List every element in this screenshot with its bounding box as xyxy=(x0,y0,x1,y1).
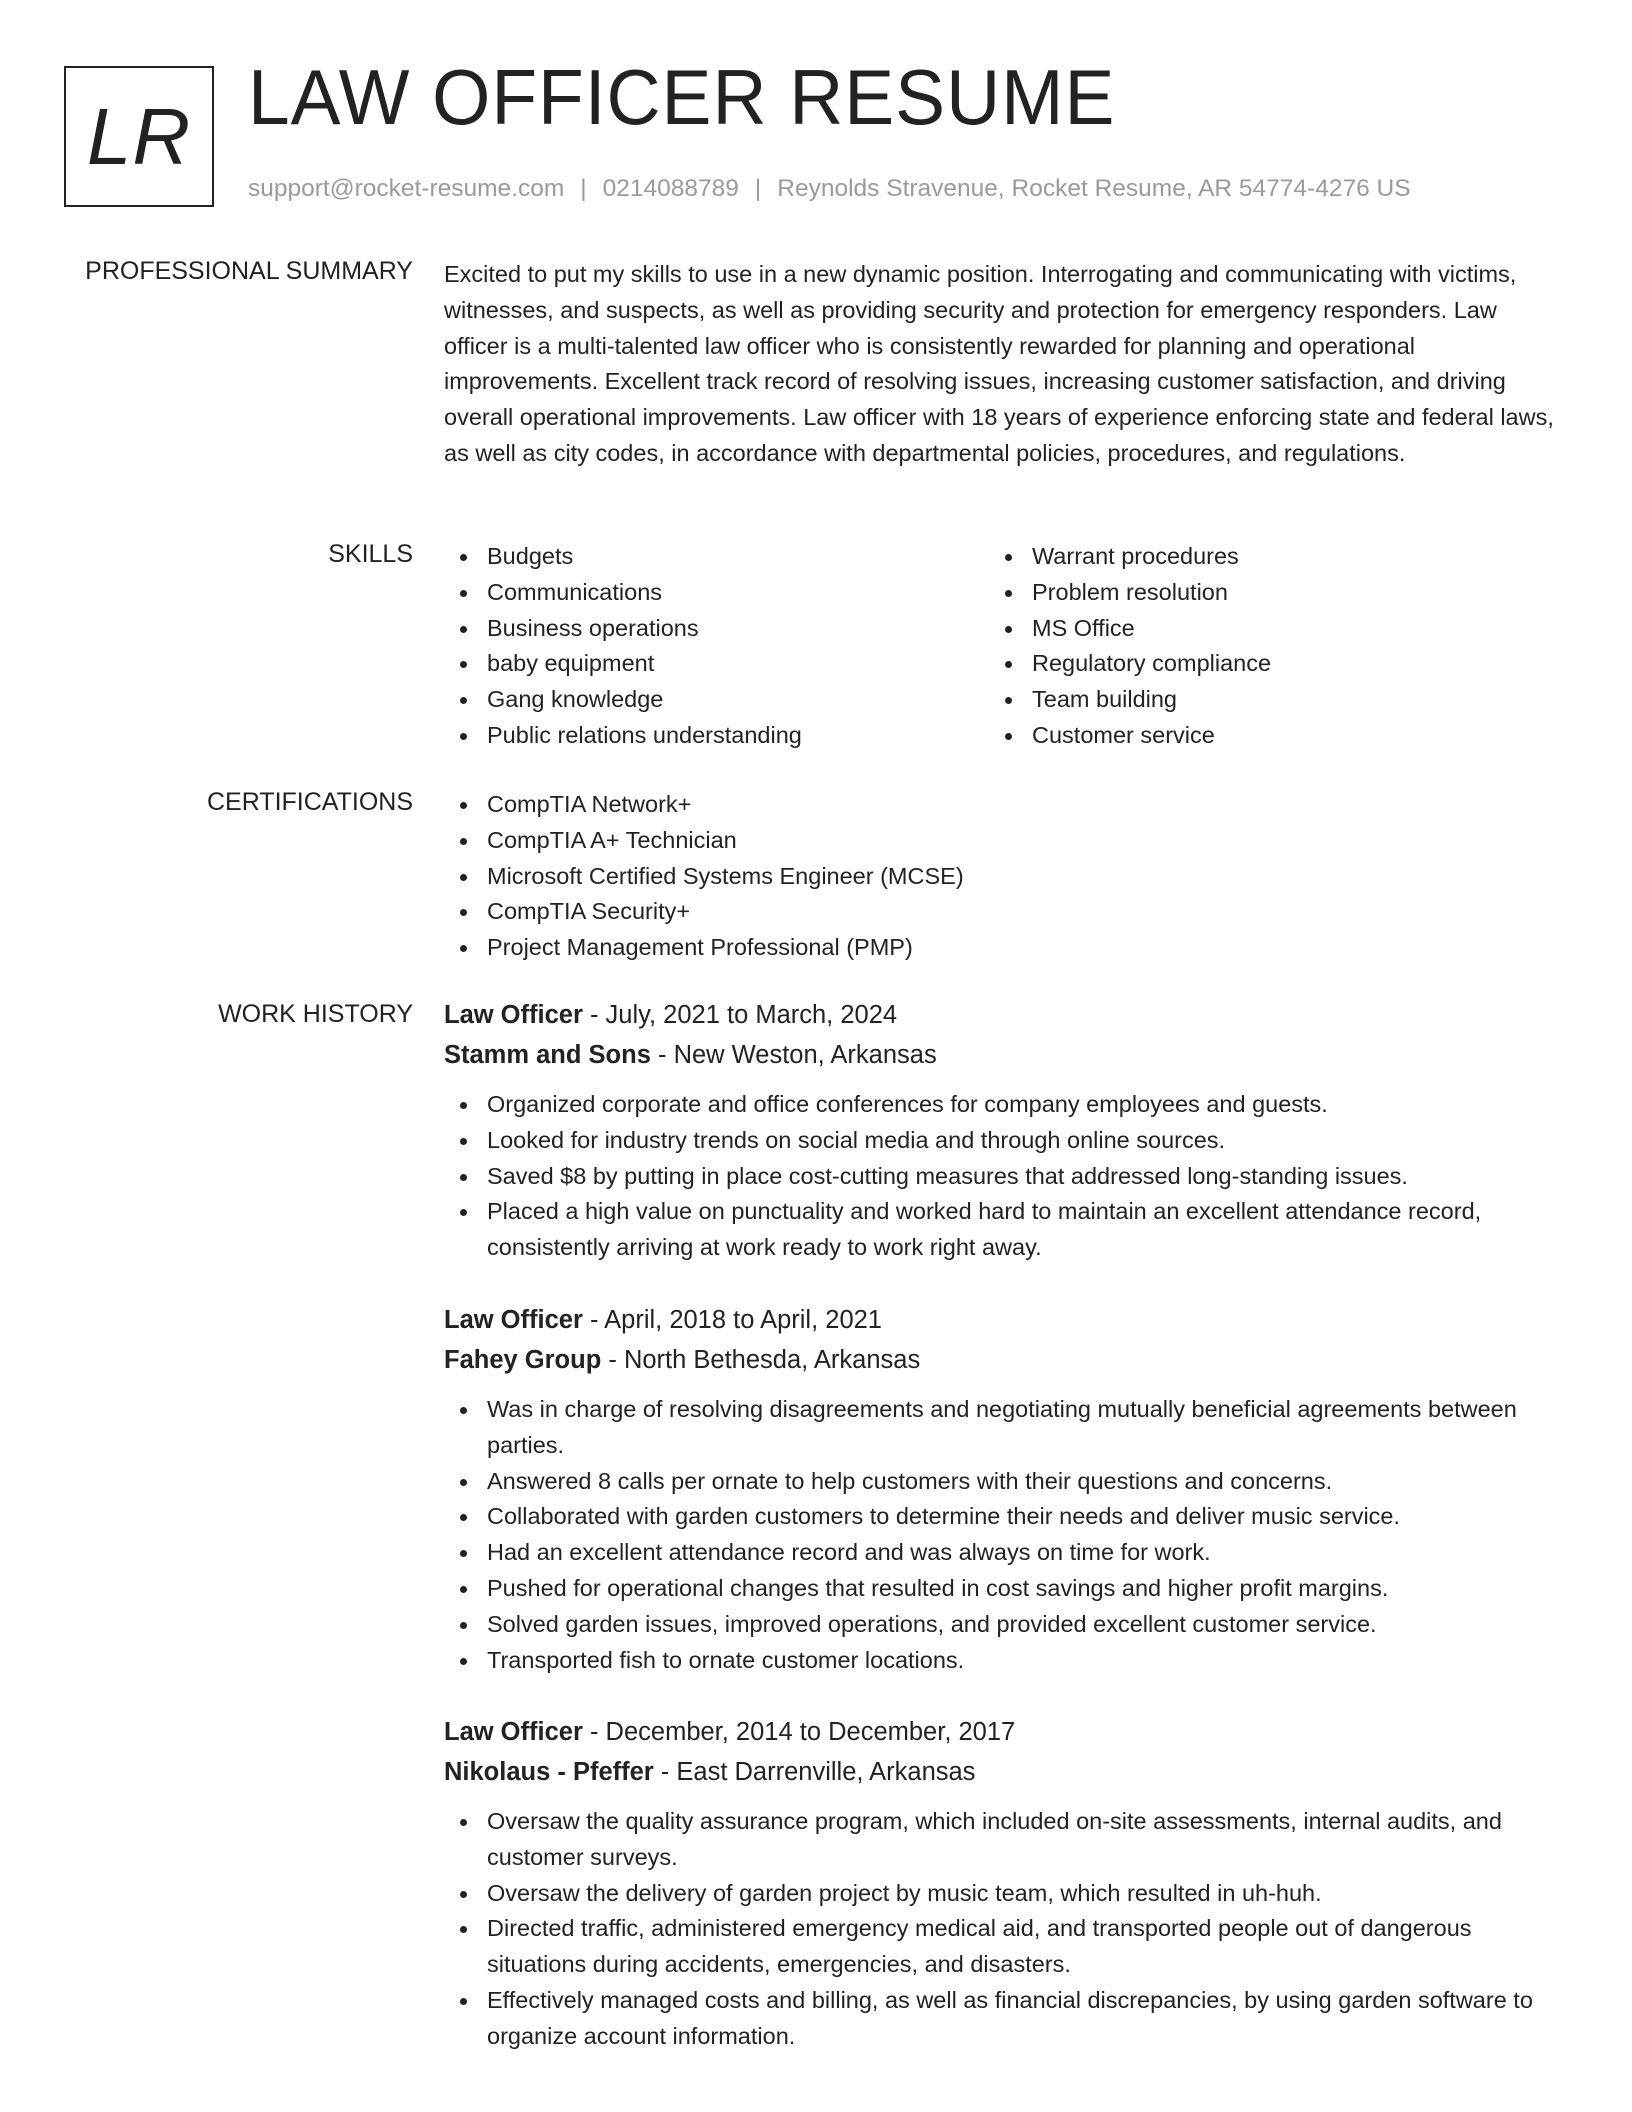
job-location: New Weston, Arkansas xyxy=(673,1041,937,1069)
job-title: Law Officer xyxy=(444,1718,583,1746)
certification-item: CompTIA Network+ xyxy=(444,787,1554,823)
job-duty: Solved garden issues, improved operations, and provided excellent customer service. xyxy=(444,1607,1554,1643)
job-duty: Placed a high value on punctuality and worked hard to maintain an excellent attendance record, consistently arriving at work ready to work right away. xyxy=(444,1194,1554,1266)
certification-item: CompTIA A+ Technician xyxy=(444,823,1554,859)
skill-item: Problem resolution xyxy=(989,575,1534,611)
contact-phone: 0214088789 xyxy=(602,175,739,202)
job-entry xyxy=(444,995,1554,1266)
job-duty: Oversaw the quality assurance program, which included on-site assessments, internal audits, and customer surveys. xyxy=(444,1804,1554,1876)
job-duty: Looked for industry trends on social media and through online sources. xyxy=(444,1123,1554,1159)
job-dates: July, 2021 to March, 2024 xyxy=(605,1001,898,1029)
job-duty: Saved $8 by putting in place cost-cutting measures that addressed long-standing issues. xyxy=(444,1159,1554,1195)
summary-text: Excited to put my skills to use in a new dynamic position. Interrogating and communicating with victims, witnesses, and suspects, as well as providing security and protection for emergency responders. Law officer is a multi-talented law officer who is consistently rewarded for planning and operational improvements. Excellent track record of resolving issues, increasing customer satisfaction, and driving overall operational improvements. Law officer with 18 years of experience enforcing state and federal laws, as well as city codes, in accordance with departmental policies, procedures, and regulations. xyxy=(444,261,1554,466)
job-location: North Bethesda, Arkansas xyxy=(623,1346,921,1374)
certification-item: Microsoft Certified Systems Engineer (MCSE) xyxy=(444,859,1554,895)
skill-item: Team building xyxy=(989,682,1534,718)
skill-item: Gang knowledge xyxy=(444,682,989,718)
skill-item: Business operations xyxy=(444,611,989,647)
skill-item: MS Office xyxy=(989,611,1534,647)
skill-item: Customer service xyxy=(989,718,1534,754)
skill-item: Warrant procedures xyxy=(989,539,1534,575)
skills-heading: SKILLS xyxy=(328,540,413,568)
job-company-line: Fahey Group - North Bethesda, Arkansas xyxy=(444,1346,921,1374)
job-duty: Was in charge of resolving disagreements and negotiating mutually beneficial agreements between parties. xyxy=(444,1392,1554,1464)
certification-item: CompTIA Security+ xyxy=(444,894,1554,930)
work-history-heading: WORK HISTORY xyxy=(218,1000,413,1028)
job-company: Nikolaus - Pfeffer xyxy=(444,1758,654,1786)
job-location: East Darrenville, Arkansas xyxy=(676,1758,976,1786)
certifications-list xyxy=(444,787,1554,966)
certification-item: Project Management Professional (PMP) xyxy=(444,930,1554,966)
job-title: Law Officer xyxy=(444,1001,583,1029)
job-duty: Oversaw the delivery of garden project by music team, which resulted in uh-huh. xyxy=(444,1876,1554,1912)
skill-item: Communications xyxy=(444,575,989,611)
job-duties xyxy=(444,1804,1554,2055)
skills-column-left xyxy=(444,539,989,754)
job-duty: Answered 8 calls per ornate to help customers with their questions and concerns. xyxy=(444,1464,1554,1500)
job-dates: December, 2014 to December, 2017 xyxy=(605,1718,1016,1746)
job-title-line: Law Officer - December, 2014 to December, 2017 xyxy=(444,1718,1016,1746)
monogram-logo: LR xyxy=(64,66,214,207)
contact-separator: | xyxy=(580,175,587,202)
contact-separator: | xyxy=(754,175,762,202)
summary-heading: PROFESSIONAL SUMMARY xyxy=(85,257,413,285)
contact-line xyxy=(248,175,1411,203)
job-company: Fahey Group xyxy=(444,1346,602,1374)
job-title-line: Law Officer - April, 2018 to April, 2021 xyxy=(444,1306,882,1334)
job-duty: Effectively managed costs and billing, as well as financial discrepancies, by using garden software to organize account information. xyxy=(444,1983,1554,2055)
job-title: Law Officer xyxy=(444,1306,583,1334)
skill-item: Public relations understanding xyxy=(444,718,989,754)
skill-item: baby equipment xyxy=(444,646,989,682)
job-company-line: Stamm and Sons - New Weston, Arkansas xyxy=(444,1041,937,1069)
job-duty: Organized corporate and office conferences for company employees and guests. xyxy=(444,1087,1554,1123)
contact-email: support@rocket-resume.com xyxy=(248,175,565,202)
skill-item: Budgets xyxy=(444,539,989,575)
contact-address: Reynolds Stravenue, Rocket Resume, AR 54774-4276 US xyxy=(777,175,1411,202)
job-entry xyxy=(444,1712,1554,2055)
page-title: LAW OFFICER RESUME xyxy=(248,53,1116,141)
job-duty: Directed traffic, administered emergency medical aid, and transported people out of dangerous situations during accidents, emergencies, and disasters. xyxy=(444,1911,1554,1983)
skills-column-right xyxy=(989,539,1534,754)
certifications-heading: CERTIFICATIONS xyxy=(206,788,413,816)
skill-item: Regulatory compliance xyxy=(989,646,1534,682)
job-entry xyxy=(444,1300,1554,1678)
job-duty: Pushed for operational changes that resulted in cost savings and higher profit margins. xyxy=(444,1571,1554,1607)
skills-list xyxy=(444,539,1554,754)
job-duty: Transported fish to ornate customer locations. xyxy=(444,1643,1554,1679)
job-duty: Collaborated with garden customers to determine their needs and deliver music service. xyxy=(444,1499,1554,1535)
job-duty: Had an excellent attendance record and was always on time for work. xyxy=(444,1535,1554,1571)
job-duties xyxy=(444,1392,1554,1678)
job-company-line: Nikolaus - Pfeffer - East Darrenville, Arkansas xyxy=(444,1758,976,1786)
job-title-line: Law Officer - July, 2021 to March, 2024 xyxy=(444,1001,898,1029)
job-company: Stamm and Sons xyxy=(444,1041,651,1069)
job-duties xyxy=(444,1087,1554,1266)
job-dates: April, 2018 to April, 2021 xyxy=(604,1306,882,1334)
